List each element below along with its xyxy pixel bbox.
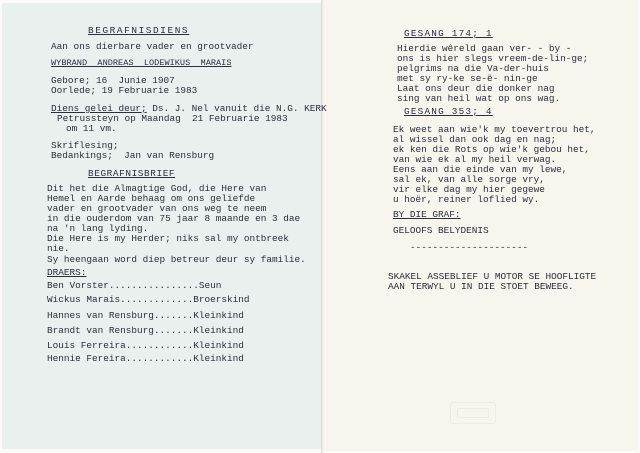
hymn-2-line: vir elke dag my hier gegewe: [393, 184, 545, 195]
bearer-dots: ............: [125, 340, 194, 351]
bearer-dots: .......: [153, 325, 194, 336]
bearer-name: Wickus Marais: [47, 294, 121, 305]
headlights-notice: SKAKEL ASSEBLIEF U MOTOR SE HOOFLIGTE: [388, 271, 597, 282]
bearer-row: [47, 341, 244, 351]
letter-line: Dit het die Almagtige God, die Here van: [47, 183, 267, 194]
service-place-date: Petrussteyn op Maandag 21 Februarie 1983: [57, 113, 288, 124]
bearer-relation: Seun: [198, 280, 222, 291]
letter-line: Hemel en Aarde behaag om ons geliefde: [47, 193, 256, 204]
hymn-2-line: van wie ek al my heil verwag.: [393, 154, 557, 165]
bearer-row: [47, 295, 250, 305]
hymn-1-line: pelgrims na die Va-der-huis: [397, 63, 549, 74]
hymn-1-line: ons is hier slegs vreem-de-lin-ge;: [397, 53, 589, 64]
bearer-row: [47, 281, 221, 291]
scripture-reading: Skriflesing;: [51, 140, 119, 151]
hymn-2-line: Eens aan die einde van my lewe,: [393, 164, 568, 175]
page-fold: [321, 0, 323, 453]
deceased-name: WYBRAND ANDREAS LODEWIKUS MARAIS: [51, 58, 232, 68]
bearer-relation: Broerskind: [193, 294, 250, 305]
dedication-line: Aan ons dierbare vader en grootvader: [51, 41, 254, 52]
death-date: Oorlede; 19 Februarie 1983: [51, 85, 198, 96]
creed-line: GELOOFS BELYDENIS: [393, 225, 489, 236]
hymn-1-line: Laat ons deur die donker nag: [397, 83, 555, 94]
bearer-relation: Kleinkind: [193, 310, 244, 321]
hymn-1-line: met sy ry-ke se-ë- nin-ge: [397, 73, 538, 84]
hymn-2-line: al wissel dan ook dag en nag;: [393, 134, 557, 145]
letter-line: Die Here is my Herder; niks sal my ontbreek: [47, 233, 289, 244]
letter-title: BEGRAFNISBRIEF: [88, 168, 176, 179]
bearer-relation: Kleinkind: [193, 340, 244, 351]
birth-date: Gebore; 16 Junie 1907: [51, 75, 175, 86]
faint-printer-stamp: [450, 402, 496, 424]
hymn-2-title: GESANG 353; 4: [404, 106, 493, 117]
bearer-name: Brandt van Rensburg: [47, 325, 154, 336]
bearer-row: [47, 354, 244, 364]
hymn-2-line: ek ken die Rots op wie'k gebou het,: [393, 144, 590, 155]
bearer-name: Ben Vorster: [47, 280, 109, 291]
letter-line: Sy heengaan word diep betreur deur sy familie.: [47, 254, 306, 265]
bearer-relation: Kleinkind: [193, 353, 244, 364]
bearer-name: Louis Ferreira: [47, 340, 126, 351]
bearer-dots: .......: [153, 310, 194, 321]
graveside-title: BY DIE GRAF:: [393, 209, 461, 220]
letter-line: in die ouderdom van 75 jaar 8 maande en 3 dae: [47, 213, 301, 224]
bearer-row: [47, 311, 244, 321]
letter-line: vader en grootvader van ons weg te neem: [47, 203, 267, 214]
bearer-dots: .............: [120, 294, 194, 305]
divider-line: ---------------------: [410, 242, 529, 253]
bearer-dots: ............: [125, 353, 194, 364]
hymn-2-line: Ek weet aan wie'k my toevertrou het,: [393, 124, 596, 135]
bearer-name: Hennie Fereira: [47, 353, 126, 364]
thanks-line: Bedankings; Jan van Rensburg: [51, 150, 215, 161]
hymn-2-line: u hoër, reiner loflied wy.: [393, 194, 540, 205]
headlights-notice-line2: AAN TERWYL U IN DIE STOET BEWEEG.: [388, 281, 574, 292]
bearer-dots: ................: [108, 280, 199, 291]
bearer-row: [47, 326, 244, 336]
program-title: BEGRAFNISDIENS: [88, 25, 190, 36]
service-time: om 11 vm.: [66, 123, 117, 134]
letter-line: nie.: [47, 243, 70, 254]
hymn-1-line: sing van heil wat op ons wag.: [397, 93, 561, 104]
service-officiant: Ds. J. Nel vanuit die N.G. KERK: [146, 103, 327, 114]
service-label: Diens gelei deur;: [51, 103, 147, 114]
hymn-1-title: GESANG 174; 1: [404, 28, 493, 39]
hymn-1-line: Hierdie wêreld gaan ver- - by -: [397, 43, 572, 54]
bearer-relation: Kleinkind: [193, 325, 244, 336]
bearers-title: DRAERS:: [47, 267, 87, 278]
letter-line: na 'n lang lyding.: [47, 223, 149, 234]
bearer-name: Hannes van Rensburg: [47, 310, 154, 321]
hymn-2-line: sal ek, van alle sorge vry,: [393, 174, 545, 185]
